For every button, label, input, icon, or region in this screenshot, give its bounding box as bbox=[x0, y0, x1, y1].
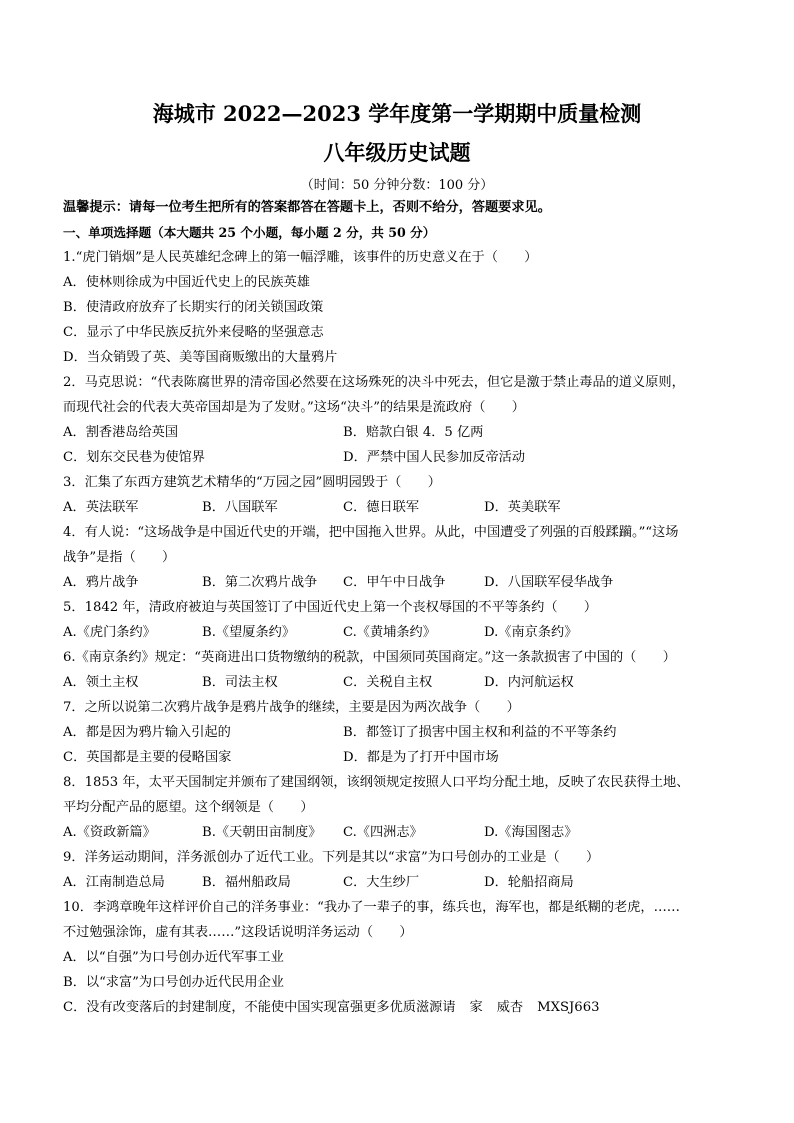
question-7-option-b: B．都签订了损害中国主权和利益的不平等条约 bbox=[343, 725, 617, 740]
question-7-option-d: D．都是为了打开中国市场 bbox=[343, 750, 499, 765]
question-2-stem-line1: 2．马克思说：“代表陈腐世界的清帝国必然要在这场殊死的决斗中死去，但它是激于禁止毒品的道义原则， bbox=[63, 375, 685, 390]
question-5-option-c: C.《黄埔条约》 bbox=[343, 625, 436, 640]
question-10-option-c: C．没有改变落后的封建制度，不能使中国实现富强 bbox=[63, 1000, 364, 1015]
question-8-option-b: B.《天朝田亩制度》 bbox=[202, 825, 322, 840]
question-9-option-a: A．江南制造总局 bbox=[63, 875, 165, 890]
question-1-option-c: C．显示了中华民族反抗外来侵略的坚强意志 bbox=[63, 325, 324, 340]
question-4-option-d: D．八国联军侵华战争 bbox=[484, 575, 614, 590]
question-8-stem-line1: 8．1853 年，太平天国制定并颁布了建国纲领，该纲领规定按照人口平均分配土地，反映了农民获得土地、 bbox=[63, 775, 690, 790]
question-3-stem: 3．汇集了东西方建筑艺术精华的“万园之园”圆明园毁于（ ） bbox=[63, 475, 441, 490]
watermark-text-1: 更多优质滋源请 bbox=[363, 1000, 456, 1015]
question-1-option-b: B．使清政府放弃了长期实行的闭关锁国政策 bbox=[63, 300, 324, 315]
page-subtitle: 八年级历史试题 bbox=[323, 140, 471, 165]
section-title: 一、单项选择题（本大题共 25 个小题，每小题 2 分，共 50 分） bbox=[63, 225, 436, 240]
question-4-stem-line1: 4．有人说：“这场战争是中国近代史的开端，把中国拖入世界。从此，中国遭受了列强的百般蹂躏。”“这场 bbox=[63, 525, 679, 540]
question-8-option-d: D.《海国图志》 bbox=[484, 825, 578, 840]
question-6-option-a: A．领土主权 bbox=[63, 675, 139, 690]
question-9-option-d: D．轮船招商局 bbox=[484, 875, 574, 890]
question-7-option-c: C．英国都是主要的侵略国家 bbox=[63, 750, 232, 765]
question-2-option-d: D．严禁中国人民参加反帝活动 bbox=[343, 450, 526, 465]
question-9-option-c: C．大生纱厂 bbox=[343, 875, 420, 890]
question-3-option-b: B．八国联军 bbox=[202, 500, 278, 515]
question-7-option-a: A．都是因为鸦片输入引起的 bbox=[63, 725, 231, 740]
question-4-stem-line2: 战争”是指（ ） bbox=[63, 550, 176, 565]
question-1-option-d: D．当众销毁了英、美等国商贩缴出的大量鸦片 bbox=[63, 350, 338, 365]
question-9-stem: 9．洋务运动期间，洋务派创办了近代工业。下列是其以“求富”为口号创办的工业是（ ） bbox=[63, 850, 600, 865]
question-6-stem: 6.《南京条约》规定：“英商进出口货物缴纳的税款，中国须同英国商定。”这一条款损害了中国的（ ） bbox=[63, 650, 676, 665]
question-5-option-d: D.《南京条约》 bbox=[484, 625, 578, 640]
watermark-text-4: MXSJ663 bbox=[537, 1000, 600, 1015]
question-5-option-a: A.《虎门条约》 bbox=[63, 625, 156, 640]
question-6-option-c: C．关税自主权 bbox=[343, 675, 433, 690]
question-10-option-a: A．以“自强”为口号创办近代军事工业 bbox=[63, 950, 284, 965]
question-6-option-b: B．司法主权 bbox=[202, 675, 278, 690]
question-4-option-c: C．甲午中日战争 bbox=[343, 575, 446, 590]
page-title: 海城市 2022—2023 学年度第一学期期中质量检测 bbox=[152, 101, 642, 126]
watermark-text-3: 威杏 bbox=[496, 1000, 524, 1015]
question-8-option-a: A.《资政新篇》 bbox=[63, 825, 156, 840]
notice: 温馨提示：请每一位考生把所有的答案都答在答题卡上，否则不给分，答题要求见。 bbox=[63, 200, 551, 215]
question-9-option-b: B．福州船政局 bbox=[202, 875, 291, 890]
question-3-option-a: A．英法联军 bbox=[63, 500, 139, 515]
question-5-stem: 5．1842 年，清政府被迫与英国签订了中国近代史上第一个丧权辱国的不平等条约（ ） bbox=[63, 600, 598, 615]
question-10-option-c-line bbox=[63, 999, 613, 1017]
question-2-option-b: B．赔款白银 4．5 亿两 bbox=[343, 425, 484, 440]
watermark-text-2: 家 bbox=[469, 1000, 483, 1015]
question-3-option-d: D．英美联军 bbox=[484, 500, 561, 515]
question-8-option-c: C.《四洲志》 bbox=[343, 825, 423, 840]
question-6-option-d: D．内河航运权 bbox=[484, 675, 574, 690]
question-1-option-a: A．使林则徐成为中国近代史上的民族英雄 bbox=[63, 275, 310, 290]
question-10-option-b: B．以“求富”为口号创办近代民用企业 bbox=[63, 975, 284, 990]
question-2-option-a: A．割香港岛给英国 bbox=[63, 425, 179, 440]
question-4-option-a: A．鸦片战争 bbox=[63, 575, 139, 590]
question-7-stem: 7．之所以说第二次鸦片战争是鸦片战争的继续，主要是因为两次战争（ ） bbox=[63, 700, 520, 715]
question-10-stem-line1: 10．李鸿章晚年这样评价自己的洋务事业：“我办了一辈子的事，练兵也，海军也，都是纸糊的老虎，…… bbox=[63, 900, 680, 915]
question-8-stem-line2: 平均分配产品的愿望。这个纲领是（ ） bbox=[63, 800, 314, 815]
question-5-option-b: B.《望厦条约》 bbox=[202, 625, 296, 640]
question-1-stem: 1.“虎门销烟”是人民英雄纪念碑上的第一幅浮雕，该事件的历史意义在于（ ） bbox=[63, 250, 538, 265]
question-4-option-b: B．第二次鸦片战争 bbox=[202, 575, 318, 590]
time-info: （时间：50 分钟分数：100 分） bbox=[300, 178, 494, 193]
question-2-option-c: C．划东交民巷为使馆界 bbox=[63, 450, 205, 465]
question-10-stem-line2: 不过勉强涂饰，虚有其表……”这段话说明洋务运动（ ） bbox=[63, 925, 413, 940]
question-2-stem-line2: 而现代社会的代表大英帝国却是为了发财。”这场“决斗”的结果是流政府（ ） bbox=[63, 400, 525, 415]
question-3-option-c: C．德日联军 bbox=[343, 500, 420, 515]
